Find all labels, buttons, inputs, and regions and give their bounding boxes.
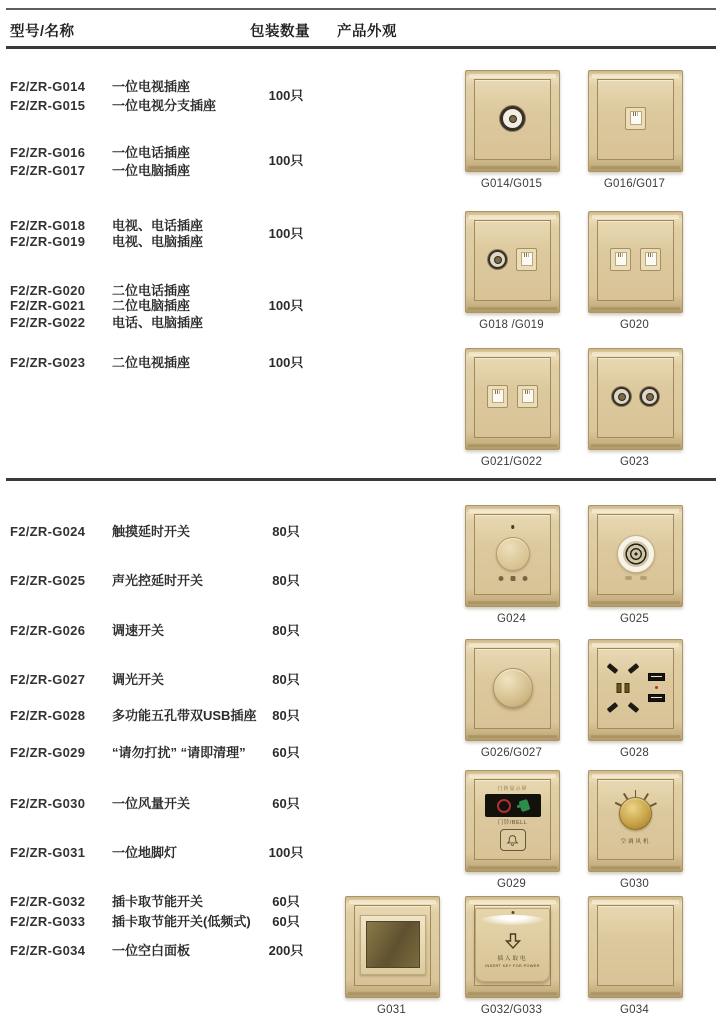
pin-slot-icon	[607, 702, 619, 713]
rj-jack-icon	[610, 248, 631, 271]
product-label: G020	[620, 319, 649, 331]
plate-face	[479, 655, 546, 720]
model-number: F2/ZR-G029	[10, 745, 86, 760]
plate-inner-frame	[474, 357, 551, 438]
plate-inner-frame	[597, 220, 674, 301]
footlight-window	[366, 921, 420, 968]
plate-inner-frame	[597, 648, 674, 729]
product-photo-g032-g033	[465, 896, 558, 1016]
coax-connector-icon	[640, 387, 659, 406]
coax-connector-icon	[488, 250, 507, 269]
touch-button	[496, 537, 530, 571]
product-photo-g034	[588, 896, 681, 1016]
product-label: G018 /G019	[479, 319, 544, 331]
product-label: G028	[620, 747, 649, 759]
plate-face	[602, 364, 669, 429]
product-name: 电话、电脑插座	[112, 315, 204, 330]
table-row	[10, 913, 251, 930]
product-photo-g023	[588, 348, 681, 468]
key-card-panel	[475, 908, 550, 982]
table-row	[10, 671, 164, 688]
bell-label: 门铃/BELL	[497, 820, 528, 826]
table-row	[10, 354, 190, 371]
product-name: 调速开关	[112, 623, 165, 638]
model-number: F2/ZR-G016	[10, 145, 86, 160]
product-photo-g025	[588, 505, 681, 625]
model-number: F2/ZR-G028	[10, 708, 86, 723]
plate-inner-frame	[474, 220, 551, 301]
product-label: G025	[620, 613, 649, 625]
power-led-icon	[655, 686, 658, 689]
plate-face	[602, 86, 669, 151]
model-number: F2/ZR-G020	[10, 283, 86, 298]
knob-tick-marks	[613, 791, 659, 835]
column-header-appearance: 产品外观	[337, 24, 397, 40]
product-label: G030	[620, 878, 649, 890]
plate-face	[479, 364, 546, 429]
product-name: 一位风量开关	[112, 796, 191, 811]
grille-core-icon	[623, 541, 649, 567]
pin-slot-icon	[628, 663, 640, 674]
wall-plate	[465, 896, 560, 998]
product-photo-g029	[465, 770, 558, 890]
plate-face	[602, 655, 669, 720]
status-display	[485, 794, 541, 817]
pin-slot-icon	[607, 663, 619, 674]
table-row	[10, 795, 190, 812]
product-label: G023	[620, 456, 649, 468]
plate-inner-frame	[597, 79, 674, 160]
table-row	[10, 572, 203, 589]
product-name: 二位电视插座	[112, 355, 191, 370]
product-photo-g024	[465, 505, 558, 625]
package-quantity: 80只	[272, 672, 300, 687]
table-row	[10, 744, 246, 761]
product-name: 插卡取节能开关(低频式)	[112, 914, 251, 929]
product-label: G021/G022	[480, 456, 543, 468]
wall-plate	[465, 639, 560, 741]
plate-face	[479, 786, 546, 851]
wall-plate	[588, 505, 683, 607]
five-hole-socket-icon	[606, 660, 640, 716]
pin-slot-icon	[628, 702, 640, 713]
rj-jack-icon	[487, 385, 508, 408]
rj-jack-icon	[625, 107, 646, 130]
product-name: 一位电视分支插座	[112, 98, 217, 113]
model-number: F2/ZR-G019	[10, 234, 86, 249]
section-divider-rule	[6, 478, 716, 481]
model-number: F2/ZR-G022	[10, 315, 86, 330]
package-quantity: 60只	[272, 914, 300, 929]
card-text-en: INSERT KEY FOR POWER	[485, 964, 540, 968]
plate-inner-frame	[597, 514, 674, 595]
plate-face	[602, 912, 669, 977]
plate-inner-frame	[597, 779, 674, 860]
model-number: F2/ZR-G026	[10, 623, 86, 638]
plate-face	[359, 912, 426, 977]
rotary-knob	[493, 668, 533, 708]
table-row	[10, 97, 216, 114]
product-photo-g021-g022	[465, 348, 558, 468]
plate-inner-frame	[474, 79, 551, 160]
product-label: G016/G017	[603, 178, 666, 190]
product-photo-g016-g017	[588, 70, 681, 190]
plate-inner-frame	[474, 514, 551, 595]
product-label: G031	[377, 1004, 406, 1016]
product-name: 多功能五孔带双USB插座	[112, 708, 257, 723]
product-photo-g030	[588, 770, 681, 890]
plate-face	[602, 227, 669, 292]
table-row	[10, 622, 164, 639]
two-pin-icon	[617, 683, 630, 693]
product-label: G014/G015	[480, 178, 543, 190]
plate-inner-frame	[597, 905, 674, 986]
package-quantity: 200只	[268, 943, 304, 958]
product-label: G029	[497, 878, 526, 890]
package-quantity: 100只	[268, 355, 304, 370]
product-photo-g014-g015	[465, 70, 558, 190]
product-name: 电视、电脑插座	[112, 234, 204, 249]
model-number: F2/ZR-G025	[10, 573, 86, 588]
table-row	[10, 297, 190, 314]
bell-icon	[506, 834, 519, 847]
model-number: F2/ZR-G031	[10, 845, 86, 860]
plate-inner-frame	[354, 905, 431, 986]
package-quantity: 100只	[268, 298, 304, 313]
wall-plate	[345, 896, 440, 998]
package-quantity: 60只	[272, 894, 300, 909]
wall-plate	[588, 211, 683, 313]
product-label: G026/G027	[480, 747, 543, 759]
product-name: 插卡取节能开关	[112, 894, 204, 909]
plate-inner-frame	[597, 357, 674, 438]
doorbell-button	[500, 829, 526, 851]
model-number: F2/ZR-G032	[10, 894, 86, 909]
model-number: F2/ZR-G027	[10, 672, 86, 687]
plate-face	[479, 86, 546, 151]
plate-face	[479, 521, 546, 586]
footlight-frame	[360, 915, 426, 975]
coax-connector-icon	[500, 106, 525, 131]
table-row	[10, 844, 177, 861]
model-number: F2/ZR-G034	[10, 943, 86, 958]
product-photo-g018-g019	[465, 211, 558, 331]
wall-plate	[465, 348, 560, 450]
model-number: F2/ZR-G021	[10, 298, 86, 313]
package-quantity: 100只	[268, 88, 304, 103]
coax-connector-icon	[612, 387, 631, 406]
table-row	[10, 523, 190, 540]
product-label: G032/G033	[480, 1004, 543, 1016]
product-name: 二位电话插座	[112, 283, 191, 298]
wall-plate	[465, 211, 560, 313]
model-number: F2/ZR-G017	[10, 163, 86, 178]
rj-jack-icon	[640, 248, 661, 271]
plate-inner-frame	[474, 648, 551, 729]
product-name: 一位电视插座	[112, 79, 191, 94]
model-number: F2/ZR-G014	[10, 79, 86, 94]
product-name: 调光开关	[112, 672, 165, 687]
package-quantity: 80只	[272, 623, 300, 638]
model-number: F2/ZR-G030	[10, 796, 86, 811]
product-photo-g026-g027	[465, 639, 558, 759]
wall-plate	[588, 348, 683, 450]
down-arrow-icon	[503, 931, 523, 951]
header-rule	[6, 46, 716, 49]
fan-knob-label: 空调风机	[620, 839, 651, 845]
screw-marks-icon	[625, 576, 647, 580]
product-name: 二位电脑插座	[112, 298, 191, 313]
package-quantity: 80只	[272, 708, 300, 723]
table-row	[10, 942, 190, 959]
indicator-led-icon	[511, 525, 515, 529]
wall-plate	[465, 770, 560, 872]
rj-jack-icon	[517, 385, 538, 408]
product-photo-g028	[588, 639, 681, 759]
model-number: F2/ZR-G018	[10, 218, 86, 233]
model-number: F2/ZR-G033	[10, 914, 86, 929]
plate-face	[602, 521, 669, 586]
table-row	[10, 233, 203, 250]
product-photo-g031	[345, 896, 438, 1016]
wall-plate	[465, 505, 560, 607]
table-row	[10, 314, 203, 331]
product-label: G034	[620, 1004, 649, 1016]
plate-face	[602, 786, 669, 851]
product-name: “请勿打扰” “请即清理”	[112, 745, 246, 760]
package-quantity: 100只	[268, 845, 304, 860]
package-quantity: 80只	[272, 524, 300, 539]
product-label: G024	[497, 613, 526, 625]
model-number: F2/ZR-G023	[10, 355, 86, 370]
table-row	[10, 707, 256, 724]
usb-port-icon	[648, 694, 665, 702]
do-not-disturb-icon	[497, 799, 511, 813]
product-name: 声光控延时开关	[112, 573, 204, 588]
package-quantity: 60只	[272, 745, 300, 760]
table-row	[10, 78, 190, 95]
wall-plate	[465, 70, 560, 172]
table-row	[10, 893, 203, 910]
rj-jack-icon	[516, 248, 537, 271]
wall-plate	[588, 770, 683, 872]
product-name: 电视、电话插座	[112, 218, 204, 233]
table-row	[10, 162, 190, 179]
package-quantity: 80只	[272, 573, 300, 588]
function-icons	[498, 576, 527, 581]
usb-ports-icon	[648, 673, 665, 702]
product-name: 一位地脚灯	[112, 845, 178, 860]
table-row	[10, 217, 203, 234]
package-quantity: 100只	[268, 226, 304, 241]
wall-plate	[588, 70, 683, 172]
wall-plate	[588, 896, 683, 998]
display-title: 门铃显示屏	[497, 786, 528, 792]
usb-port-icon	[648, 673, 665, 681]
package-quantity: 60只	[272, 796, 300, 811]
plate-inner-frame	[474, 779, 551, 860]
indicator-led-icon	[511, 911, 514, 914]
top-rule	[6, 8, 716, 10]
product-photo-g020	[588, 211, 681, 331]
package-quantity: 100只	[268, 153, 304, 168]
card-text-cn: 插入取电	[497, 956, 528, 962]
speaker-grille-icon	[617, 535, 655, 573]
product-name: 触摸延时开关	[112, 524, 191, 539]
product-name: 一位电脑插座	[112, 163, 191, 178]
plate-face	[479, 227, 546, 292]
model-number: F2/ZR-G024	[10, 524, 86, 539]
model-number: F2/ZR-G015	[10, 98, 86, 113]
wall-plate	[588, 639, 683, 741]
product-name: 一位电话插座	[112, 145, 191, 160]
column-header-model-name: 型号/名称	[10, 24, 75, 40]
card-slot-icon	[481, 915, 544, 925]
table-row	[10, 144, 190, 161]
product-name: 一位空白面板	[112, 943, 191, 958]
column-header-quantity: 包装数量	[250, 24, 310, 40]
clean-up-hand-icon	[518, 799, 530, 812]
